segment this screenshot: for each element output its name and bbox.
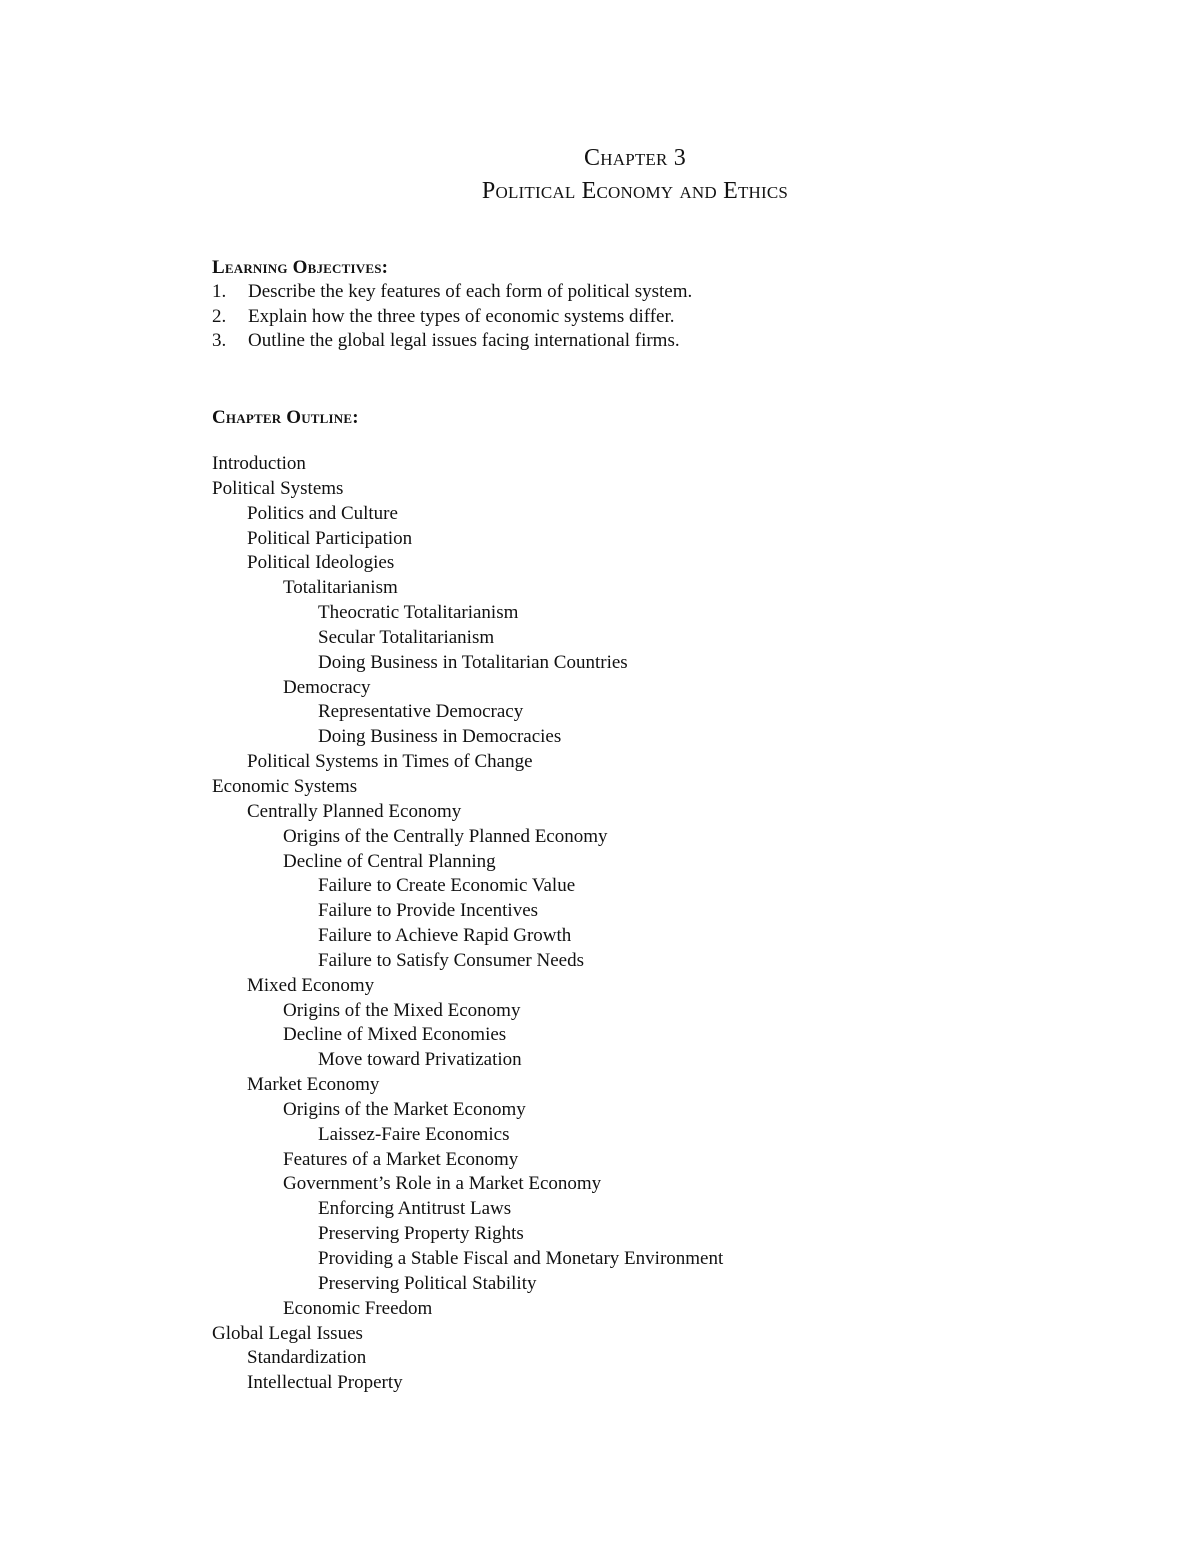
outline-item: Centrally Planned Economy — [247, 800, 462, 822]
outline-item: Doing Business in Totalitarian Countries — [318, 651, 628, 673]
outline-item: Theocratic Totalitarianism — [318, 602, 519, 624]
outline-item: Political Ideologies — [247, 552, 395, 574]
outline-item: Government’s Role in a Market Economy — [283, 1173, 602, 1195]
objective-number: 1. — [212, 281, 227, 302]
outline-item: Failure to Create Economic Value — [318, 875, 576, 897]
outline-item: Preserving Political Stability — [318, 1272, 537, 1294]
outline-item: Move toward Privatization — [318, 1049, 522, 1071]
outline-item: Decline of Central Planning — [283, 850, 496, 872]
outline-item: Political Systems — [212, 477, 344, 499]
outline-item: Failure to Satisfy Consumer Needs — [318, 949, 584, 971]
outline-item: Totalitarianism — [283, 577, 398, 599]
outline-item: Laissez-Faire Economics — [318, 1123, 510, 1145]
outline-item: Origins of the Mixed Economy — [283, 999, 521, 1021]
chapter-outline-list — [212, 452, 723, 1396]
outline-item: Origins of the Centrally Planned Economy — [283, 825, 608, 847]
chapter-outline-heading: Chapter Outline: — [212, 407, 359, 428]
outline-item: Decline of Mixed Economies — [283, 1024, 507, 1046]
outline-item: Intellectual Property — [247, 1372, 403, 1394]
outline-item: Providing a Stable Fiscal and Monetary Environment — [318, 1248, 724, 1269]
outline-item: Mixed Economy — [247, 974, 375, 996]
outline-item: Enforcing Antitrust Laws — [318, 1198, 512, 1220]
objective-item — [212, 280, 692, 305]
objective-item — [212, 305, 692, 330]
objective-text: Describe the key features of each form of political system. — [248, 281, 693, 302]
chapter-subtitle: Political Economy and Ethics — [481, 178, 789, 204]
objective-number: 3. — [212, 330, 227, 352]
outline-item: Failure to Achieve Rapid Growth — [318, 925, 572, 947]
outline-item: Economic Systems — [212, 775, 358, 797]
learning-objectives-heading: Learning Objectives: — [212, 257, 389, 278]
title-block — [0, 142, 1200, 208]
outline-item: Political Participation — [247, 527, 413, 549]
outline-item: Economic Freedom — [283, 1297, 433, 1319]
outline-item: Standardization — [247, 1347, 367, 1369]
learning-objectives-list — [212, 280, 692, 354]
objective-item — [212, 329, 692, 354]
outline-item: Preserving Property Rights — [318, 1223, 524, 1245]
outline-item: Features of a Market Economy — [283, 1148, 519, 1170]
chapter-title: Chapter 3 — [584, 145, 686, 171]
objective-text: Explain how the three types of economic systems differ. — [248, 305, 675, 327]
outline-item: Origins of the Market Economy — [283, 1098, 526, 1120]
outline-item: Global Legal Issues — [212, 1322, 363, 1344]
objective-number: 2. — [212, 305, 227, 327]
outline-item: Political Systems in Times of Change — [247, 751, 533, 773]
outline-item: Democracy — [283, 676, 371, 698]
objective-text: Outline the global legal issues facing international firms. — [248, 330, 680, 352]
outline-item: Introduction — [212, 453, 306, 474]
outline-item: Doing Business in Democracies — [318, 726, 562, 748]
outline-item: Market Economy — [247, 1074, 380, 1096]
outline-item: Politics and Culture — [247, 502, 398, 524]
outline-item: Secular Totalitarianism — [318, 626, 495, 648]
outline-item: Failure to Provide Incentives — [318, 900, 539, 922]
outline-item: Representative Democracy — [318, 701, 524, 723]
